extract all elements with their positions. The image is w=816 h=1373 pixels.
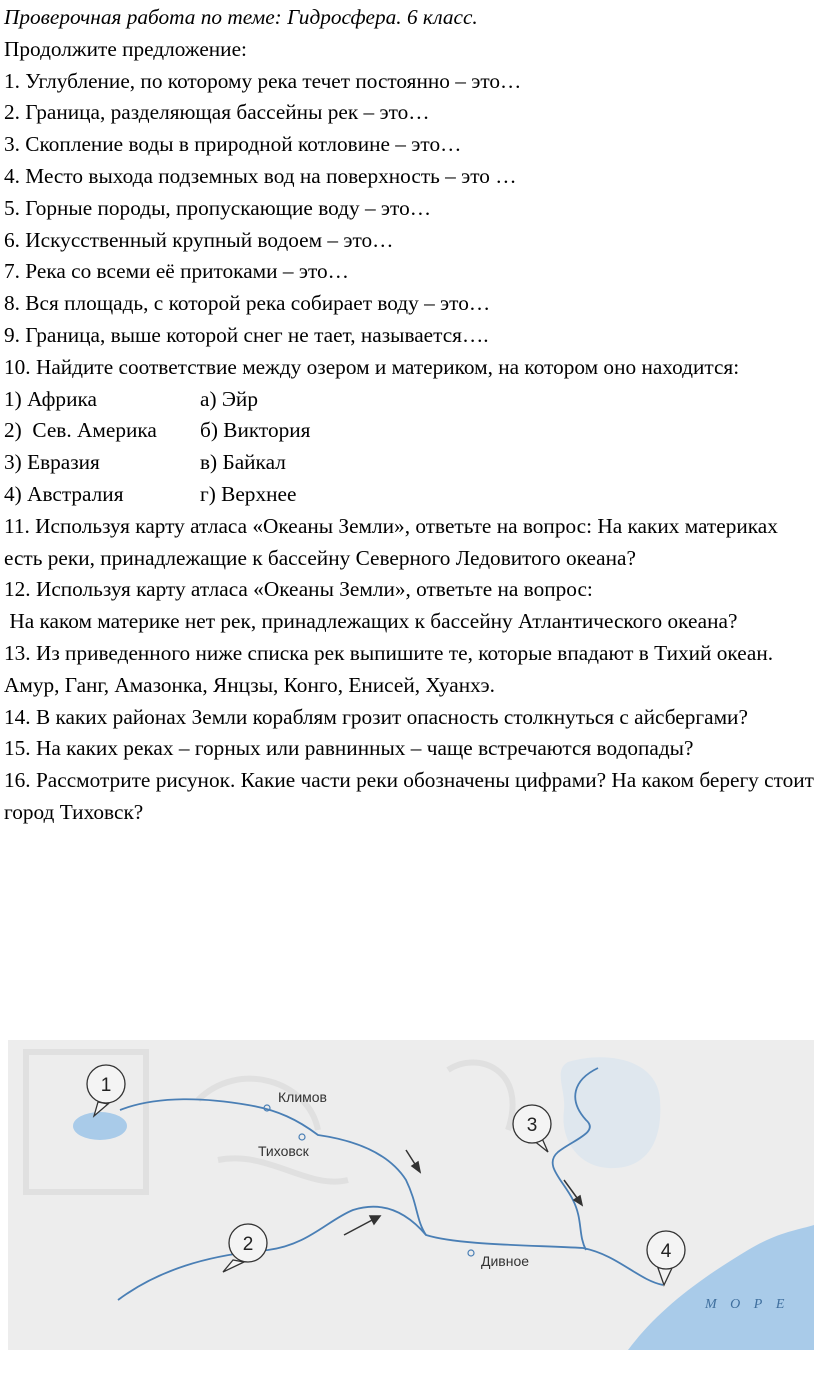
instruction: Продолжите предложение: bbox=[4, 36, 247, 61]
question-7: 7. Река со всеми её притоками – это… bbox=[4, 259, 349, 284]
question-9: 9. Граница, выше которой снег не тает, называется…. bbox=[4, 322, 489, 347]
marker-2-label: 2 bbox=[242, 1234, 254, 1255]
worksheet-text bbox=[4, 2, 814, 829]
question-2: 2. Граница, разделяющая бассейны рек – это… bbox=[4, 100, 430, 125]
marker-3-label: 3 bbox=[526, 1115, 538, 1136]
lake-item: г) Верхнее bbox=[200, 481, 297, 506]
question-3: 3. Скопление воды в природной котловине – это… bbox=[4, 132, 462, 157]
question-12: 12. Используя карту атласа «Океаны Земли», ответьте на вопрос: bbox=[4, 577, 593, 602]
lake-item: в) Байкал bbox=[200, 450, 286, 475]
town-label-tikhovsk: Тиховск bbox=[258, 1143, 309, 1159]
town-label-divnoe: Дивное bbox=[481, 1253, 530, 1269]
river-list: Амур, Ганг, Амазонка, Янцзы, Конго, Енисей, Хуанхэ. bbox=[4, 672, 495, 697]
question-15: 15. На каких реках – горных или равнинных – чаще встречаются водопады? bbox=[4, 736, 694, 761]
continent-item: 1) Африка bbox=[4, 386, 97, 411]
lake-item: б) Виктория bbox=[200, 418, 311, 443]
lake-item: а) Эйр bbox=[200, 386, 258, 411]
question-13: 13. Из приведенного ниже списка рек выпишите те, которые впадают в Тихий океан. bbox=[4, 640, 774, 665]
match-row bbox=[4, 447, 814, 479]
match-row bbox=[4, 384, 814, 416]
river-diagram bbox=[8, 1040, 814, 1350]
match-row bbox=[4, 479, 814, 511]
river-diagram-svg bbox=[8, 1040, 814, 1350]
worksheet-title: Проверочная работа по теме: Гидросфера. 6 класс. bbox=[4, 5, 478, 29]
question-14: 14. В каких районах Земли кораблям грозит опасность столкнуться с айсбергами? bbox=[4, 704, 748, 729]
question-16: 16. Рассмотрите рисунок. Какие части реки обозначены цифрами? На каком берегу стоит город Тиховск? bbox=[4, 768, 814, 824]
question-1: 1. Углубление, по которому река течет постоянно – это… bbox=[4, 68, 522, 93]
town-label-klimov: Климов bbox=[278, 1089, 327, 1105]
question-4: 4. Место выхода подземных вод на поверхность – это … bbox=[4, 163, 517, 188]
question-8: 8. Вся площадь, с которой река собирает воду – это… bbox=[4, 291, 491, 316]
question-10: 10. Найдите соответствие между озером и материком, на котором оно находится: bbox=[4, 354, 740, 379]
question-12-continued: На каком материке нет рек, принадлежащих к бассейну Атлантического океана? bbox=[4, 609, 738, 634]
continent-item: 2) Сев. Америка bbox=[4, 418, 157, 443]
continent-item: 3) Евразия bbox=[4, 450, 100, 475]
sea-label: М О Р Е bbox=[705, 1297, 790, 1312]
marker-4-label: 4 bbox=[660, 1241, 672, 1262]
upland-lake-shape bbox=[561, 1057, 661, 1168]
question-11: 11. Используя карту атласа «Океаны Земли», ответьте на вопрос: На каких материках есть реки, принадлежащие к бассейну Северного Ледовитого океана? bbox=[4, 513, 778, 570]
question-5: 5. Горные породы, пропускающие воду – это… bbox=[4, 195, 432, 220]
continent-item: 4) Австралия bbox=[4, 481, 124, 506]
lake-shape bbox=[73, 1112, 127, 1140]
question-6: 6. Искусственный крупный водоем – это… bbox=[4, 227, 394, 252]
marker-1-label: 1 bbox=[100, 1075, 112, 1096]
match-row bbox=[4, 415, 814, 447]
